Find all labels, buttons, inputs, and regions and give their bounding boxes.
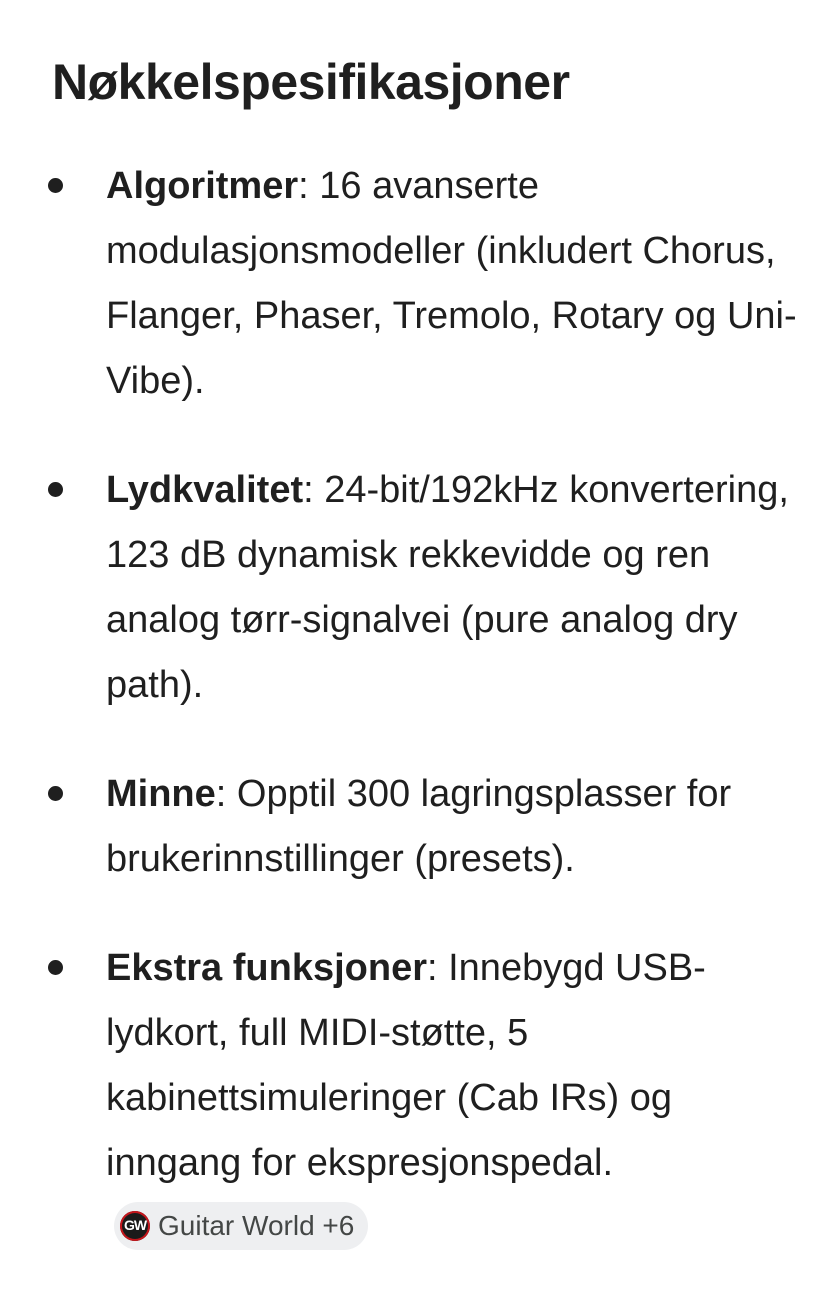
bullet-icon — [48, 482, 63, 497]
list-item — [0, 154, 828, 414]
source-chip-button[interactable] — [114, 1202, 368, 1250]
list-item — [0, 458, 828, 718]
section-heading: Nøkkelspesifikasjoner — [52, 54, 570, 110]
spec-term: Algoritmer — [106, 165, 299, 207]
spec-term: Lydkvalitet — [106, 469, 304, 511]
spec-list — [0, 154, 828, 1305]
guitar-world-logo-icon: GW — [120, 1211, 150, 1241]
spec-term: Ekstra funksjoner — [106, 947, 427, 989]
spec-term: Minne — [106, 773, 216, 815]
bullet-icon — [48, 178, 63, 193]
spec-description: : Opptil 300 lagringsplasser for brukerinnstillinger (presets). — [106, 773, 732, 880]
spec-description: : 16 avanserte modulasjonsmodeller (inkludert Chorus, Flanger, Phaser, Tremolo, Rotary og Uni-Vibe). — [106, 165, 797, 402]
source-chip-label: Guitar World +6 — [158, 1209, 355, 1241]
spec-description: : Innebygd USB-lydkort, full MIDI-støtte, 5 kabinettsimuleringer (Cab IRs) og inngang for ekspresjonspedal. — [106, 947, 706, 1184]
bullet-icon — [48, 960, 63, 975]
spec-description: : 24-bit/192kHz konvertering, 123 dB dynamisk rekkevidde og ren analog tørr-signalvei (pure analog dry path). — [106, 469, 789, 706]
bullet-icon — [48, 786, 63, 801]
list-item — [0, 762, 828, 892]
list-item — [0, 936, 828, 1261]
